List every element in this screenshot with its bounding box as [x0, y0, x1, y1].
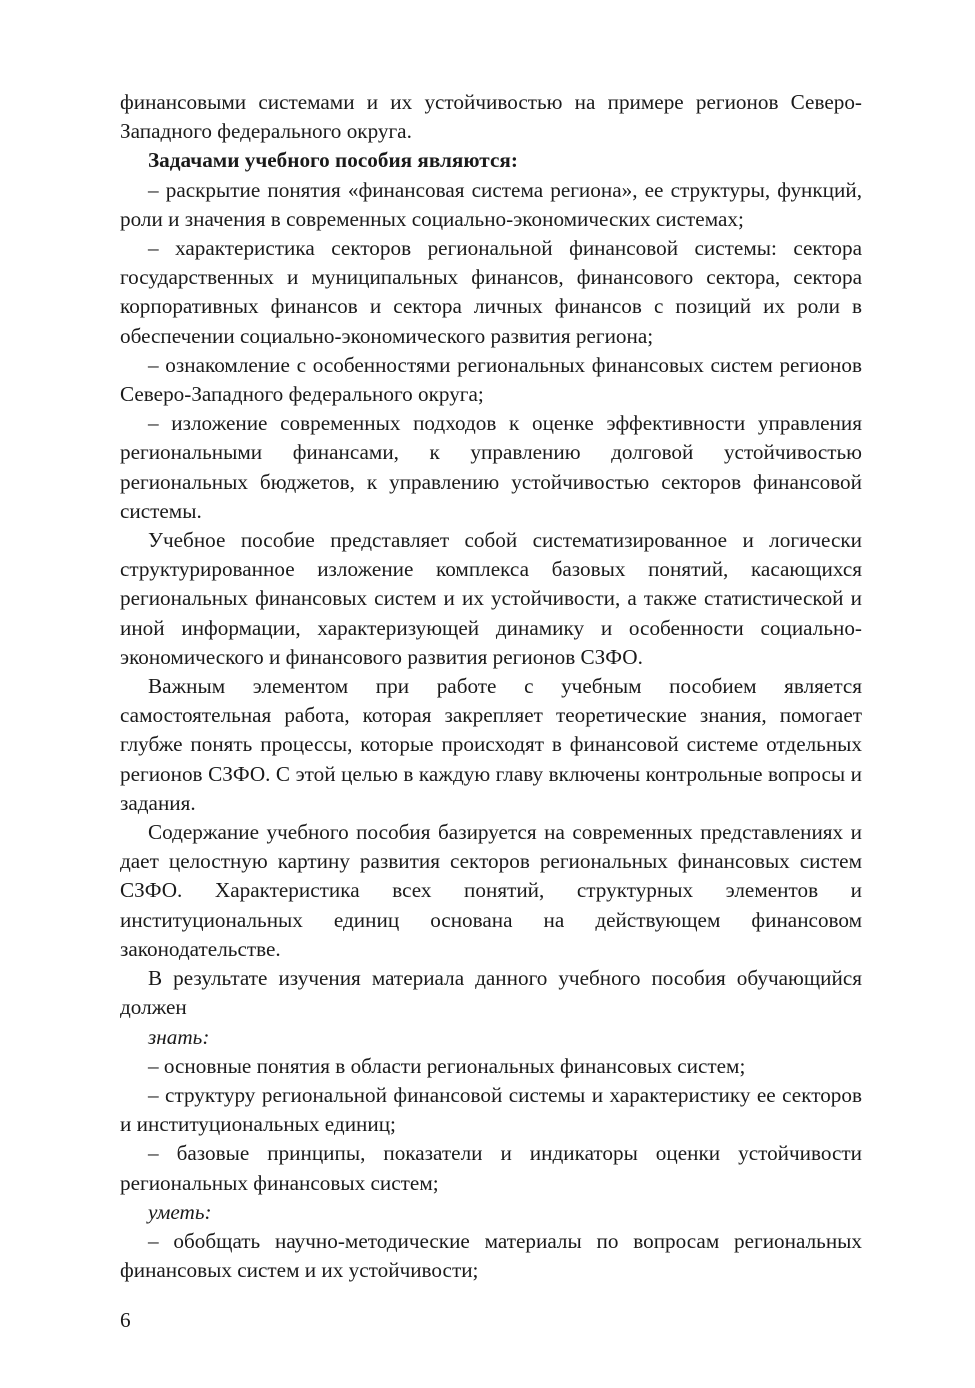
- paragraph-intro-continued: финансовыми системами и их устойчивостью на примере регионов Северо-Западного федерального округа.: [120, 90, 862, 144]
- know-heading: знать:: [148, 1024, 210, 1049]
- page-number: 6: [120, 1308, 131, 1332]
- tasks-heading: Задачами учебного пособия являются:: [148, 148, 518, 173]
- page-body: [120, 88, 862, 1285]
- know-item-2: – структуру региональной финансовой системы и характеристику ее секторов и институциональных единиц;: [120, 1082, 862, 1137]
- know-item-3: – базовые принципы, показатели и индикаторы оценки устойчивости региональных финансовых систем;: [120, 1141, 862, 1195]
- able-heading: уметь:: [148, 1199, 212, 1224]
- know-item-1: – основные понятия в области региональных финансовых систем;: [148, 1053, 746, 1078]
- task-item-4: – изложение современных подходов к оценке эффективности управления региональными финансами, к управлению долговой устойчивостью региональных бюджетов, к управлению устойчивостью секторов финансовой системы.: [120, 411, 862, 523]
- task-item-2: – характеристика секторов региональной финансовой системы: сектора государственных и муниципальных финансов, финансового сектора, сектора корпоративных финансов и сектора личных финансов с позиций их роли в обеспечении социально-экономического развития региона;: [120, 236, 862, 348]
- paragraph-structure: Учебное пособие представляет собой систематизированное и логически структурированное изложение комплекса базовых понятий, касающихся региональных финансовых систем и их устойчивости, а также статистической и иной информации, характеризующей динамику и особенности социально-экономического и финансового развития регионов СЗФО.: [120, 528, 862, 669]
- able-item-1: – обобщать научно-методические материалы по вопросам региональных финансовых систем и их устойчивости;: [120, 1228, 862, 1283]
- paragraph-content: Содержание учебного пособия базируется на современных представлениях и дает целостную картину развития секторов региональных финансовых систем СЗФО. Характеристика всех понятий, структурных элементов и институциональных единиц основана на действующем финансовом законодательстве.: [120, 820, 862, 961]
- paragraph-self-study: Важным элементом при работе с учебным пособием является самостоятельная работа, которая закрепляет теоретические знания, помогает глубже понять процессы, которые происходят в финансовой системе отдельных регионов СЗФО. С этой целью в каждую главу включены контрольные вопросы и задания.: [120, 674, 862, 815]
- task-item-3: – ознакомление с особенностями региональных финансовых систем регионов Северо-Западного федерального округа;: [120, 352, 862, 407]
- task-item-1: – раскрытие понятия «финансовая система региона», ее структуры, функций, роли и значения в современных социально-экономических системах;: [120, 177, 862, 231]
- paragraph-outcomes: В результате изучения материала данного учебного пособия обучающийся должен: [120, 966, 862, 1020]
